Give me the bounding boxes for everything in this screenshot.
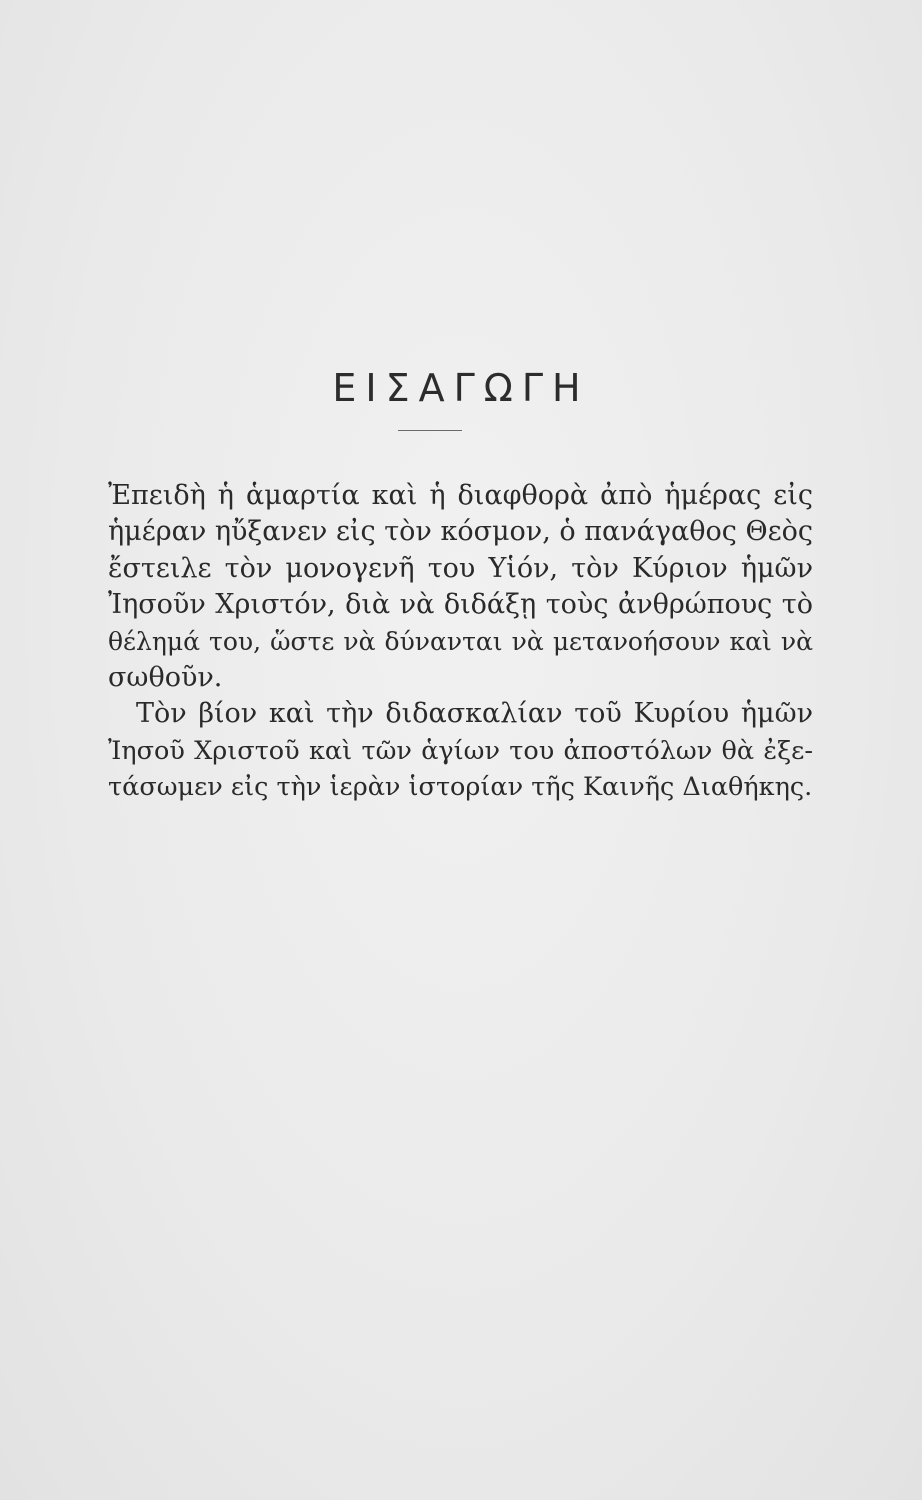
text-line: ἔστειλε τὸν μονογενῆ του Υἱόν, τὸν Κύριον ἡμῶν	[108, 552, 813, 584]
chapter-heading: ΕΙΣΑΓΩΓΗ	[332, 366, 590, 410]
text-line: θέλημά του, ὥστε νὰ δύνανται νὰ μετανοήσουν καὶ νὰ	[108, 626, 813, 656]
paragraph	[108, 478, 813, 696]
body-text	[108, 478, 813, 806]
paragraph	[108, 696, 813, 805]
text-line: ἡμέραν ηὔξανεν εἰς τὸν κόσμον, ὁ πανάγαθος Θεὸς	[108, 516, 813, 548]
text-line: Ἰησοῦ Χριστοῦ καὶ τῶν ἁγίων του ἀποστόλων θὰ ἐξε-	[108, 735, 813, 766]
text-line: Τὸν βίον καὶ τὴν διδασκαλίαν τοῦ Κυρίου ἡμῶν	[136, 698, 813, 730]
heading-divider	[398, 430, 462, 431]
text-line: σωθοῦν.	[108, 661, 223, 693]
text-line: Ἰησοῦν Χριστόν, διὰ νὰ διδάξῃ τοὺς ἀνθρώπους τὸ	[108, 589, 813, 621]
text-line: Ἐπειδὴ ἡ ἁμαρτία καὶ ἡ διαφθορὰ ἀπὸ ἡμέρας εἰς	[108, 480, 813, 511]
text-line: τάσωμεν εἰς τὴν ἱερὰν ἱστορίαν τῆς Καινῆς Διαθήκης.	[108, 772, 813, 803]
